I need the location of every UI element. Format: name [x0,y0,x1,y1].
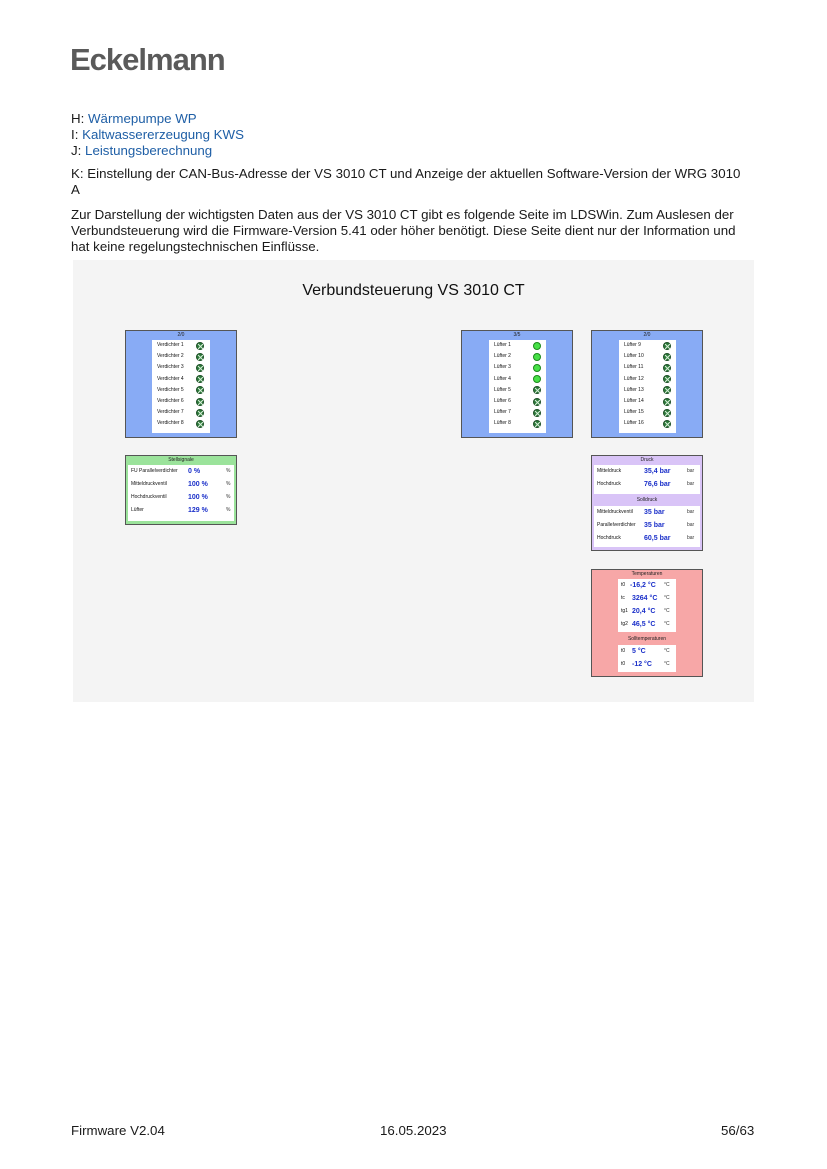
status-led-icon [533,353,541,361]
status-led-icon [533,409,541,417]
temperature-row: tg1 20,4 °C °C [621,608,670,615]
ldswin-screen [73,260,754,702]
list-item: Verdichter 7 [152,407,210,418]
setpoint-row: Hochdruck 60,5 bar bar [597,535,695,542]
status-led-icon [196,342,204,350]
list-item: Lüfter 6 [489,396,546,407]
list-item: Verdichter 6 [152,396,210,407]
paragraph-intro: Zur Darstellung der wichtigsten Daten aus der VS 3010 CT gibt es folgende Seite im LDSWin. Zum Auslesen der Verbundsteuerung wird die Firmware-Version 5.41 oder höher benötigt. Diese Seite dient nur der Information und hat keine regelungstechnischen Einflüsse. [71,207,736,254]
status-led-icon [663,353,671,361]
signals-panel [125,455,237,525]
list-item: Lüfter 16 [619,418,676,429]
temperature-setpoint-list [618,645,676,672]
status-led-icon [663,342,671,350]
pressure-setpoint-list [594,506,700,547]
list-item: Lüfter 5 [489,385,546,396]
list-item: Verdichter 1 [152,340,210,351]
setpoint-title: Solldruck [636,497,658,503]
footer-date: 16.05.2023 [380,1123,447,1138]
list-item: Verdichter 3 [152,362,210,373]
status-led-icon [533,342,541,350]
setpoint-title: Solltemperaturen [627,636,667,642]
list-item: Verdichter 8 [152,418,210,429]
screen-title: Verbundsteuerung VS 3010 CT [302,282,525,299]
setpoint-row: Parallelverdichter 35 bar bar [597,522,695,529]
status-led-icon [196,353,204,361]
setpoint-row: t0 -12 °C °C [621,661,670,668]
panel-title: Druck [640,457,654,463]
status-led-icon [663,364,671,372]
list-item: Lüfter 14 [619,396,676,407]
status-led-icon [663,409,671,417]
compressor-panel [125,330,237,438]
list-item-i: I: Kaltwassererzeugung KWS [71,127,244,142]
list-item: Verdichter 5 [152,385,210,396]
list-item-j: J: Leistungsberechnung [71,143,213,158]
status-led-icon [196,375,204,383]
panel-title: Temperaturen [631,571,663,577]
status-led-icon [663,375,671,383]
status-led-icon [196,386,204,394]
list-item: Lüfter 15 [619,407,676,418]
panel-title: 3/5 [513,332,521,338]
status-led-icon [533,386,541,394]
fans-panel-b [591,330,703,438]
temperature-panel [591,569,703,677]
status-led-icon [533,398,541,406]
fans-panel-a [461,330,573,438]
pressure-panel [591,455,703,551]
signal-row: FU Parallelverdichter 0 % % [131,468,231,475]
temperature-list [618,579,676,632]
list-item: Lüfter 10 [619,351,676,362]
panel-title: Stellsignale [168,457,194,463]
section-list [71,111,751,159]
status-led-icon [196,420,204,428]
setpoint-row: Mitteldruckventil 35 bar bar [597,509,695,516]
footer-firmware: Firmware V2.04 [71,1123,165,1138]
company-logo: Eckelmann [70,42,225,77]
signal-row: Mitteldruckventil 100 % % [131,481,231,488]
setpoint-row: t0 5 °C °C [621,648,670,655]
list-item: Lüfter 9 [619,340,676,351]
list-item: Lüfter 7 [489,407,546,418]
fans-list-b [619,340,676,433]
list-item: Lüfter 1 [489,340,546,351]
list-item: Lüfter 11 [619,362,676,373]
signal-row: Hochdruckventil 100 % % [131,494,231,501]
list-item: Lüfter 8 [489,418,546,429]
status-led-icon [663,398,671,406]
pressure-row: Hochdruck 76,6 bar bar [597,481,695,488]
status-led-icon [663,386,671,394]
list-item: Lüfter 2 [489,351,546,362]
list-item: Lüfter 13 [619,385,676,396]
panel-title: 2/0 [177,332,185,338]
link-leistungsberechnung[interactable]: Leistungsberechnung [85,143,213,158]
status-led-icon [196,409,204,417]
status-led-icon [663,420,671,428]
link-kaltwassererzeugung[interactable]: Kaltwassererzeugung KWS [82,127,244,142]
list-item-h: H: Wärmepumpe WP [71,111,197,126]
pressure-row: Mitteldruck 35,4 bar bar [597,468,695,475]
paragraph-k: K: Einstellung der CAN-Bus-Adresse der VS 3010 CT und Anzeige der aktuellen Software-Version der WRG 3010 A [71,166,741,197]
signals-list [128,465,234,521]
status-led-icon [533,420,541,428]
list-item: Lüfter 4 [489,374,546,385]
list-item: Verdichter 4 [152,374,210,385]
footer-page-number: 56/63 [721,1123,755,1138]
status-led-icon [533,375,541,383]
status-led-icon [533,364,541,372]
temperature-row: t0 -16,2 °C °C [621,582,670,589]
status-led-icon [196,364,204,372]
link-waermepumpe[interactable]: Wärmepumpe WP [88,111,197,126]
list-item: Lüfter 12 [619,374,676,385]
pressure-list [594,465,700,494]
list-item: Verdichter 2 [152,351,210,362]
list-item: Lüfter 3 [489,362,546,373]
temperature-row: tg2 46,5 °C °C [621,621,670,628]
signal-row: Lüfter 129 % % [131,507,231,514]
status-led-icon [196,398,204,406]
temperature-row: tc 3264 °C °C [621,595,670,602]
compressor-list [152,340,210,433]
panel-title: 2/0 [643,332,651,338]
fans-list-a [489,340,546,433]
